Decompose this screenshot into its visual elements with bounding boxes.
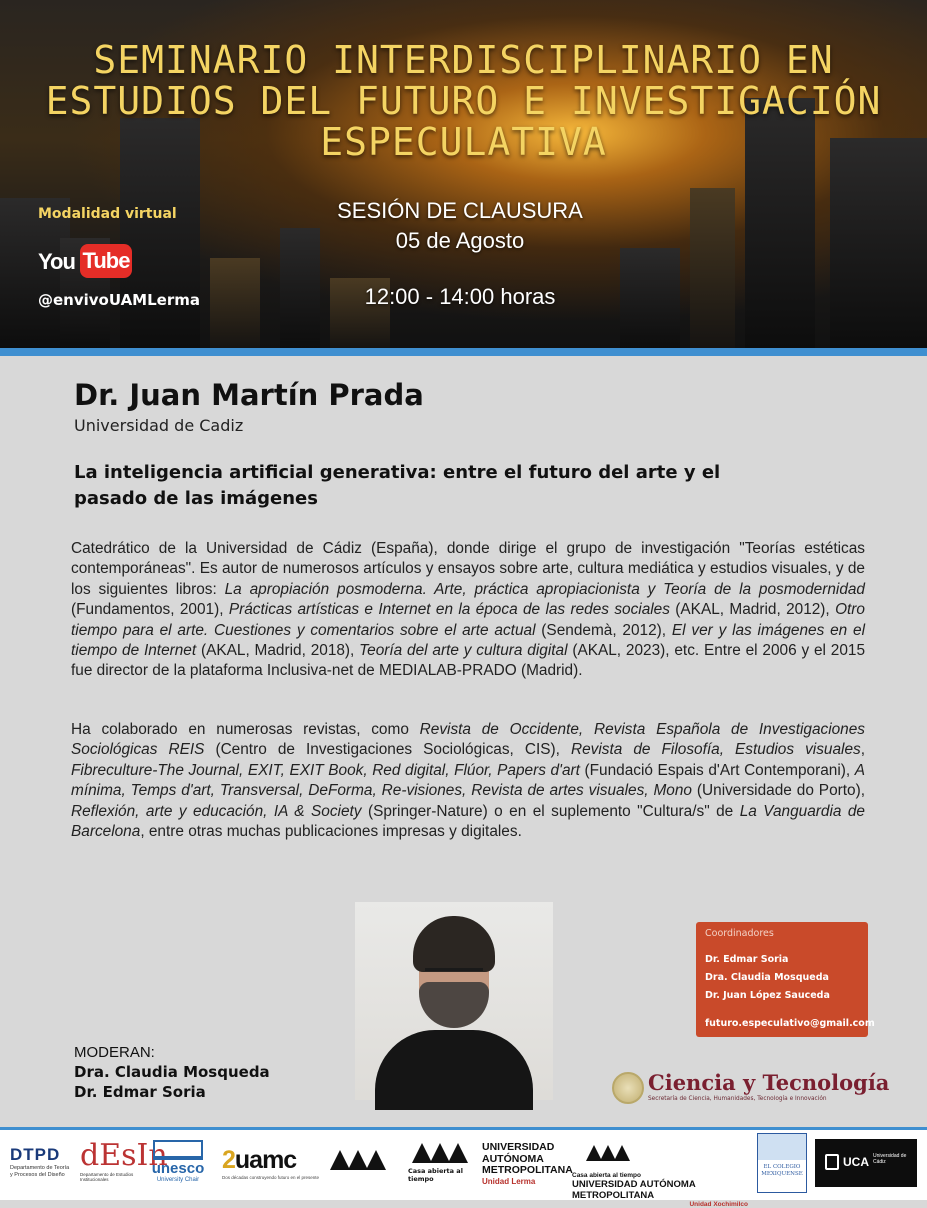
- uam-lerma-tagline: Casa abierta al tiempo: [408, 1167, 463, 1183]
- uam-xochimilco-unit: Unidad Xochimilco: [689, 1201, 748, 1208]
- moderator-name: Dr. Edmar Soria: [74, 1083, 206, 1101]
- bio-italic-title: Otro tiempo para el arte. Cuestiones y comentarios sobre el arte actual: [71, 601, 865, 639]
- bio-paragraph-2: [71, 720, 865, 842]
- uam-lerma-emblem-icon: [408, 1143, 472, 1183]
- bio-text: (Fundamentos, 2001),: [71, 601, 229, 619]
- header-banner: [0, 0, 927, 348]
- unesco-logo: [142, 1140, 214, 1183]
- bio-text: (Universidade do Porto),: [691, 782, 865, 800]
- logo-strip-line: [0, 1127, 927, 1130]
- bio-text: ,: [860, 741, 865, 759]
- uam-lerma-unit: Unidad Lerma: [482, 1176, 536, 1186]
- unesco-logo-sub: University Chair: [156, 1177, 200, 1183]
- modality-label: Modalidad virtual: [38, 206, 177, 222]
- desin-logo-sub: Departamento de Estudios Institucionales: [80, 1172, 134, 1182]
- desin-logo-text: dEsIn: [80, 1138, 168, 1173]
- bio-text: (Springer-Nature) o en el suplemento "Cultura/s" de: [361, 802, 740, 820]
- uam-xochimilco-logo: [572, 1172, 748, 1208]
- uca-logo: [815, 1139, 917, 1187]
- uamc-logo: [222, 1146, 319, 1180]
- coordinators-heading: Coordinadores: [705, 928, 774, 939]
- bio-italic-title: A mínima, Temps d'art, Transversal, DeForma, Re-visiones, Revista de artes visuales, Mono: [71, 761, 865, 800]
- bio-italic-title: Revista de Filosofía, Estudios visuales: [570, 741, 861, 759]
- youtube-logo-you: You: [38, 249, 75, 274]
- seminar-title-line: ESTUDIOS DEL FUTURO E INVESTIGACIÓN: [45, 79, 882, 123]
- session-date: 05 de Agosto: [395, 228, 525, 253]
- uamc-logo-number: 2: [222, 1146, 235, 1174]
- speaker-name: Dr. Juan Martín Prada: [74, 378, 424, 412]
- desin-logo: [80, 1138, 168, 1182]
- coordinator-name: Dra. Claudia Mosqueda: [705, 972, 829, 983]
- youtube-handle-link[interactable]: @envivoUAMLerma: [38, 291, 200, 309]
- coordinator-name: Dr. Juan López Sauceda: [705, 990, 830, 1001]
- coordinators-box: [696, 922, 875, 1037]
- speaker-affiliation: Universidad de Cadiz: [74, 416, 244, 435]
- moderators-heading: MODERAN:: [74, 1044, 155, 1061]
- sponsor-title: Ciencia y Tecnología: [648, 1070, 890, 1095]
- bio-text: (Centro de Investigaciones Sociológicas, CIS),: [204, 741, 571, 759]
- uam-lerma-logo: [482, 1142, 578, 1186]
- divider-stripe: [0, 348, 927, 356]
- uam-emblem-icon: [330, 1150, 388, 1172]
- uamc-logo-sub: Dos décadas construyendo futuro en el presente: [222, 1175, 320, 1180]
- photo-hair: [413, 916, 495, 972]
- bio-italic-title: Revista de Occidente, Revista Española de Investigaciones Sociológicas REIS: [71, 721, 865, 759]
- colegio-mexiquense-text: EL COLEGIO MEXIQUENSE: [761, 1164, 803, 1177]
- sponsor-subtitle: Secretaría de Ciencia, Humanidades, Tecnología e Innovación: [648, 1096, 827, 1102]
- uca-shield-icon: [825, 1154, 839, 1170]
- bio-italic-title: Fibreculture-The Journal, EXIT, EXIT Book, Red digital, Flúor, Papers d'art: [71, 761, 580, 779]
- bio-text: Catedrático de la Universidad de Cádiz (España), donde dirige el grupo de investigación "Teorías estéticas contemporáneas". Es autor de numerosos artículos y ensayos sobre arte, cultura mediática y estudios visuales, y de los siguientes libros:: [71, 540, 865, 598]
- coordinator-name: Dr. Edmar Soria: [705, 954, 789, 965]
- bio-text: (Fundació Espais d'Art Contemporani),: [579, 761, 855, 779]
- dtpd-logo-text: DTPD: [10, 1145, 61, 1164]
- unesco-temple-icon: [153, 1140, 203, 1160]
- bio-text: (AKAL, 2023), etc. Entre el 2006 y el 2015 fue director de la plataforma Inclusiva-net de MEDIALAB-PRADO (Madrid).: [71, 642, 866, 680]
- seminar-title: [0, 40, 927, 163]
- photo-glasses: [425, 968, 483, 982]
- uamc-logo-text: uamc: [234, 1146, 297, 1174]
- bio-italic-title: La apropiación posmoderna. Arte, práctica apropiacionista y Teoría de la posmodernidad: [224, 580, 865, 598]
- colegio-mexiquense-logo: [757, 1133, 807, 1193]
- bio-italic-title: Teoría del arte y cultura digital: [359, 642, 568, 660]
- bio-text: (AKAL, Madrid, 2012),: [669, 601, 836, 619]
- session-label: SESIÓN DE CLAUSURA: [337, 198, 583, 223]
- bio-text: Ha colaborado en numerosas revistas, como: [71, 721, 420, 738]
- youtube-logo-tube: Tube: [80, 244, 132, 278]
- bio-italic-title: La Vanguardia de Barcelona: [71, 802, 865, 841]
- contact-email-link[interactable]: futuro.especulativo@gmail.com: [705, 1018, 875, 1029]
- dtpd-logo-sub: Departamento de Teoría y Procesos del Diseño: [10, 1165, 70, 1178]
- dtpd-logo: [10, 1145, 70, 1179]
- talk-title: La inteligencia artificial generativa: entre el futuro del arte y el pasado de las imágenes: [74, 462, 721, 509]
- uca-logo-sub: Universidad de Cádiz: [873, 1153, 907, 1165]
- unesco-logo-text: unesco: [151, 1160, 205, 1177]
- seminar-title-line: ESPECULATIVA: [320, 120, 607, 164]
- moderator-name: Dra. Claudia Mosqueda: [74, 1063, 270, 1081]
- bio-italic-title: El ver y las imágenes en el tiempo de Internet: [71, 621, 866, 660]
- bio-italic-title: Reflexión, arte y educación, IA & Society: [71, 802, 362, 820]
- bio-italic-title: Prácticas artísticas e Internet en la época de las redes sociales: [228, 601, 670, 619]
- uam-xochimilco-emblem-icon: [584, 1143, 630, 1165]
- uam-xochimilco-tagline: Casa abierta al tiempo: [572, 1172, 641, 1179]
- national-seal-icon: [612, 1072, 644, 1104]
- session-time: 12:00 - 14:00 horas: [364, 284, 556, 309]
- skyline-building: [830, 138, 927, 348]
- uam-lerma-name: UNIVERSIDAD AUTÓNOMA METROPOLITANA: [482, 1141, 573, 1176]
- bio-text: , entre otras muchas publicaciones impresas y digitales.: [140, 823, 522, 841]
- bio-paragraph-1: [71, 539, 865, 682]
- uam-xochimilco-name: UNIVERSIDAD AUTÓNOMA METROPOLITANA: [572, 1179, 696, 1201]
- bio-text: (Sendemà, 2012),: [535, 621, 672, 639]
- photo-shirt: [375, 1030, 533, 1110]
- uca-logo-text: UCA: [843, 1155, 869, 1169]
- photo-beard: [419, 982, 489, 1028]
- seminar-title-line: SEMINARIO INTERDISCIPLINARIO EN: [93, 38, 834, 82]
- speaker-photo: [355, 902, 553, 1100]
- youtube-logo-icon[interactable]: [38, 244, 133, 280]
- bio-text: (AKAL, Madrid, 2018),: [196, 642, 360, 660]
